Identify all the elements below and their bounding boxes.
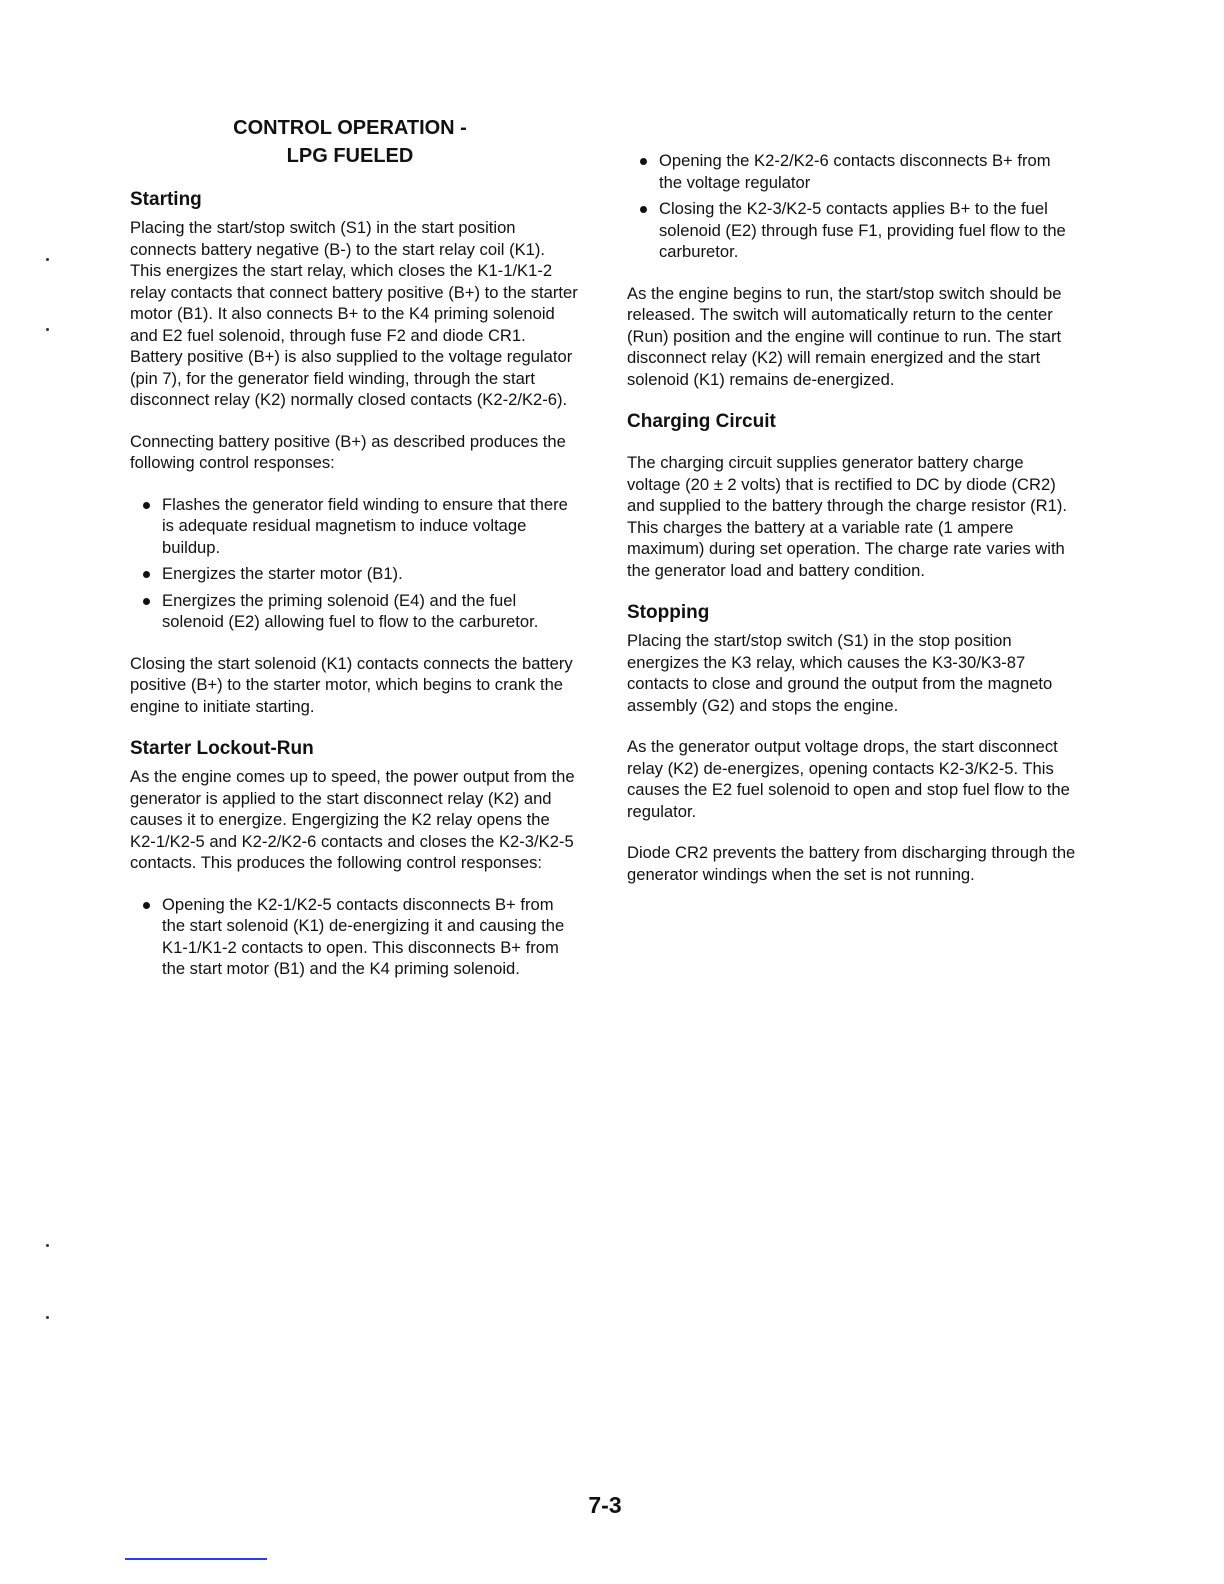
list-item: Opening the K2-2/K2-6 contacts disconnects B+ from the voltage regulator: [627, 150, 1077, 193]
heading-starter-lockout-run: Starter Lockout-Run: [130, 738, 314, 759]
lockout-paragraph-2: As the engine begins to run, the start/stop switch should be released. The switch will automatically return to the center (Run) position and the engine will continue to run. The start disconnect relay (K2) will remain energized and the start solenoid (K1) remains de-energized.: [627, 283, 1062, 389]
list-item: Opening the K2-1/K2-5 contacts disconnects B+ from the start solenoid (K1) de-energizing it and causing the K1-1/K1-2 contacts to open. This disconnects B+ from the start motor (B1) and the K4 priming solenoid.: [130, 894, 578, 980]
heading-charging-circuit: Charging Circuit: [627, 411, 776, 432]
charging-paragraph-1: The charging circuit supplies generator battery charge voltage (20 ± 2 volts) that is rectified to DC by diode (CR2) and supplied to the battery through the charge resistor (R1). This charges the battery at a variable rate (1 ampere maximum) during set operation. The charge rate varies with the generator load and battery condition.: [627, 453, 1067, 580]
lockout-bullet-list: [130, 894, 578, 980]
scan-dot: [46, 258, 49, 261]
list-item: Flashes the generator field winding to ensure that there is adequate residual magnetism to induce voltage buildup.: [130, 494, 578, 559]
list-item: Energizes the starter motor (B1).: [130, 563, 578, 585]
starting-paragraph-2: Connecting battery positive (B+) as described produces the following control responses:: [130, 431, 566, 472]
lockout-paragraph-1: As the engine comes up to speed, the power output from the generator is applied to the start disconnect relay (K2) and causes it to energize. Engergizing the K2 relay opens the K2-1/K2-5 and K2-2/K2-6 contacts and closes the K2-3/K2-5 contacts. This produces the following control responses:: [130, 767, 575, 872]
list-item: Closing the K2-3/K2-5 contacts applies B+ to the fuel solenoid (E2) through fuse F1, providing fuel flow to the carburetor.: [627, 198, 1077, 263]
title-line-2: LPG FUELED: [286, 145, 414, 167]
section-title: [130, 114, 570, 170]
title-line-1: CONTROL OPERATION -: [233, 117, 467, 139]
starting-paragraph-3: Closing the start solenoid (K1) contacts connects the battery positive (B+) to the starter motor, which begins to crank the engine to initiate starting.: [130, 653, 573, 716]
heading-stopping: Stopping: [627, 602, 710, 623]
scan-dot: [46, 1316, 49, 1319]
left-column: [130, 188, 578, 1000]
starting-paragraph-1: Placing the start/stop switch (S1) in the start position connects battery negative (B-) to the start relay coil (K1). This energizes the start relay, which closes the K1-1/K1-2 relay contacts that connect battery positive (B+) to the starter motor (B1). It also connects B+ to the K4 priming solenoid and E2 fuel solenoid, through fuse F2 and diode CR1. Battery positive (B+) is also supplied to the voltage regulator (pin 7), for the generator field winding, through the start disconnect relay (K2) normally closed contacts (K2-2/K2-6).: [130, 218, 578, 409]
right-column: [627, 150, 1077, 905]
stopping-paragraph-3: Diode CR2 prevents the battery from discharging through the generator windings when the set is not running.: [627, 843, 1076, 884]
scan-dot: [46, 1244, 49, 1247]
heading-starting: Starting: [130, 189, 202, 210]
list-item: Energizes the priming solenoid (E4) and the fuel solenoid (E2) allowing fuel to flow to the carburetor.: [130, 590, 578, 633]
lockout-bullet-list-continued: [627, 150, 1077, 263]
stopping-paragraph-2: As the generator output voltage drops, the start disconnect relay (K2) de-energizes, opening contacts K2-3/K2-5. This causes the E2 fuel solenoid to open and stop fuel flow to the regulator.: [627, 737, 1070, 821]
footer-rule: [125, 1558, 267, 1560]
stopping-paragraph-1: Placing the start/stop switch (S1) in the stop position energizes the K3 relay, which causes the K3-30/K3-87 contacts to close and ground the output from the magneto assembly (G2) and stops the engine.: [627, 631, 1053, 715]
starting-bullet-list: [130, 494, 578, 633]
scan-dot: [46, 328, 49, 331]
page-number: 7-3: [588, 1492, 622, 1518]
